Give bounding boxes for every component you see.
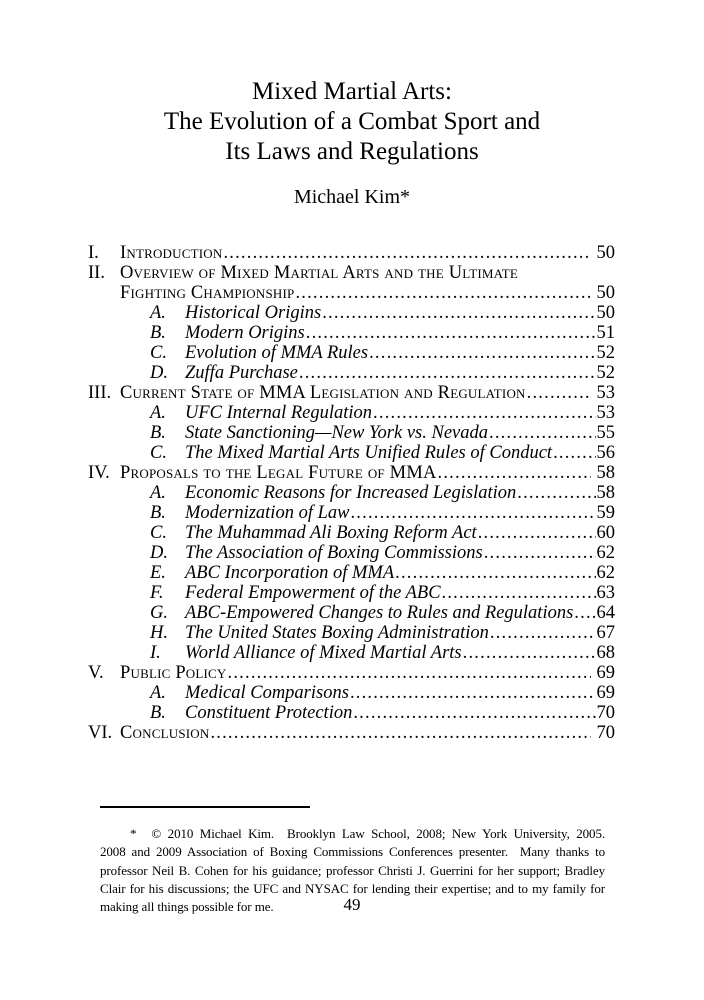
toc-line: [150, 483, 615, 503]
toc-item-label: B.: [150, 703, 166, 723]
toc-line: [88, 263, 615, 283]
toc-page-number: 53: [596, 383, 615, 403]
toc-item-label: H.: [150, 623, 168, 643]
toc-leader-dots: [437, 463, 591, 483]
toc-line: [88, 723, 615, 743]
toc-item-label: A.: [150, 683, 166, 703]
toc-item-title: Proposals to the Legal Future of MMA: [120, 463, 437, 483]
footnote-line: making all things possible for me.: [100, 899, 274, 915]
toc-item-label: V.: [88, 663, 104, 683]
toc-leader-dots: [552, 443, 595, 463]
title-line-1: Mixed Martial Arts:: [252, 78, 452, 105]
toc-entry: [88, 303, 615, 323]
toc-line: [150, 583, 615, 603]
toc-line: [150, 363, 615, 383]
article-title: [0, 77, 704, 167]
toc-item-label: B.: [150, 323, 166, 343]
toc-line: [88, 243, 615, 263]
footnote-line: * © 2010 Michael Kim. Brooklyn Law School, 2008; New York University, 2005.: [130, 826, 605, 841]
toc-entry: [88, 683, 615, 703]
toc-item-title: State Sanctioning—New York vs. Nevada: [185, 423, 489, 443]
toc-item-label: IV.: [88, 463, 110, 483]
toc-entry: [88, 543, 615, 563]
toc-entry: [88, 383, 615, 403]
toc-item-title: Zuffa Purchase: [185, 363, 298, 383]
toc-page-number: 70: [596, 723, 615, 743]
toc-item-title: ABC Incorporation of MMA: [185, 563, 395, 583]
toc-item-label: B.: [150, 423, 166, 443]
toc-entry: [88, 523, 615, 543]
toc-entry: [88, 663, 615, 683]
toc-leader-dots: [372, 403, 595, 423]
toc-item-title: UFC Internal Regulation: [185, 403, 373, 423]
toc-leader-dots: [298, 363, 596, 383]
toc-leader-dots: [209, 723, 590, 743]
toc-page-number: 67: [596, 623, 615, 643]
toc-item-title: Conclusion: [120, 723, 210, 743]
toc-item-label: III.: [88, 383, 112, 403]
toc-leader-dots: [349, 503, 595, 523]
toc-line: [150, 543, 615, 563]
toc-item-label: D.: [150, 363, 168, 383]
toc-page-number: 52: [596, 363, 615, 383]
toc-item-label: VI.: [88, 723, 113, 743]
toc-entry: [88, 363, 615, 383]
toc-item-label: I.: [150, 643, 161, 663]
toc-page-number: 69: [596, 683, 615, 703]
toc-entry: [88, 463, 615, 483]
toc-entry: [88, 563, 615, 583]
toc-line: [150, 643, 615, 663]
toc-item-label: C.: [150, 343, 167, 363]
footnote-separator: [100, 806, 310, 808]
toc-page-number: 70: [596, 703, 615, 723]
toc-item-label: E.: [150, 563, 166, 583]
toc-entry: [88, 623, 615, 643]
toc-item-title: ABC-Empowered Changes to Rules and Regulations: [185, 603, 574, 623]
toc-item-label: A.: [150, 483, 166, 503]
toc-entry: [88, 263, 615, 303]
toc-line: [88, 383, 615, 403]
toc-line: [150, 403, 615, 423]
toc-item-title: Public Policy: [120, 663, 227, 683]
toc-entry: [88, 583, 615, 603]
toc-item-label: A.: [150, 403, 166, 423]
toc-line: [150, 343, 615, 363]
table-of-contents: [88, 243, 615, 743]
toc-leader-dots: [477, 523, 596, 543]
footnote-marker: *: [130, 826, 137, 841]
toc-line: [150, 623, 615, 643]
toc-line: [88, 463, 615, 483]
toc-leader-dots: [305, 323, 596, 343]
toc-item-label: A.: [150, 303, 166, 323]
toc-page-number: 50: [596, 243, 615, 263]
toc-item-title: Evolution of MMA Rules: [185, 343, 369, 363]
footnote-line: professor Neil B. Cohen for his guidance; professor Christi J. Guerrini for her support; Bradley: [100, 862, 605, 878]
toc-item-title: Economic Reasons for Increased Legislation: [185, 483, 517, 503]
toc-line: [150, 603, 615, 623]
toc-page-number: 59: [596, 503, 615, 523]
toc-leader-dots: [352, 703, 595, 723]
toc-page-number: 58: [596, 483, 615, 503]
toc-line: [88, 283, 615, 303]
toc-page-number: 64: [596, 603, 615, 623]
toc-entry: [88, 643, 615, 663]
toc-item-title: Fighting Championship: [120, 283, 295, 303]
toc-line: [150, 423, 615, 443]
toc-line: [150, 563, 615, 583]
toc-page-number: 56: [596, 443, 615, 463]
toc-page-number: 62: [596, 563, 615, 583]
toc-entry: [88, 723, 615, 743]
page-number: 49: [343, 895, 361, 914]
toc-leader-dots: [222, 243, 590, 263]
toc-page-number: 60: [596, 523, 615, 543]
toc-item-title: World Alliance of Mixed Martial Arts: [185, 643, 462, 663]
toc-line: [150, 323, 615, 343]
toc-page-number: 55: [596, 423, 615, 443]
toc-page-number: 50: [596, 303, 615, 323]
toc-item-label: C.: [150, 523, 167, 543]
author-name: Michael Kim: [293, 186, 401, 208]
toc-page-number: 58: [596, 463, 615, 483]
author-byline: [0, 186, 704, 209]
toc-page-number: 50: [596, 283, 615, 303]
toc-item-label: B.: [150, 503, 166, 523]
toc-page-number: 53: [596, 403, 615, 423]
toc-line: [150, 503, 615, 523]
toc-entry: [88, 603, 615, 623]
toc-leader-dots: [321, 303, 595, 323]
toc-page-number: 52: [596, 343, 615, 363]
toc-entry: [88, 443, 615, 463]
toc-leader-dots: [294, 283, 590, 303]
toc-entry: [88, 423, 615, 443]
toc-entry: [88, 483, 615, 503]
toc-item-title: Federal Empowerment of the ABC: [185, 583, 441, 603]
toc-line: [88, 663, 615, 683]
toc-leader-dots: [526, 383, 591, 403]
toc-item-title: Constituent Protection: [185, 703, 353, 723]
toc-page-number: 68: [596, 643, 615, 663]
toc-leader-dots: [441, 583, 596, 603]
toc-item-title: The United States Boxing Administration: [185, 623, 489, 643]
toc-item-label: G.: [150, 603, 168, 623]
toc-item-title: Modernization of Law: [185, 503, 350, 523]
toc-item-title: The Mixed Martial Arts Unified Rules of Conduct: [185, 443, 553, 463]
toc-leader-dots: [516, 483, 595, 503]
toc-page-number: 63: [596, 583, 615, 603]
toc-leader-dots: [573, 603, 595, 623]
toc-item-title: The Muhammad Ali Boxing Reform Act: [185, 523, 477, 543]
footnote-line: 2008 and 2009 Association of Boxing Commissions Conferences presenter. Many thanks to: [100, 844, 605, 860]
toc-entry: [88, 243, 615, 263]
toc-entry: [88, 343, 615, 363]
toc-leader-dots: [368, 343, 595, 363]
toc-entry: [88, 403, 615, 423]
title-line-3: Its Laws and Regulations: [225, 138, 479, 165]
toc-page-number: 62: [596, 543, 615, 563]
toc-item-title: Overview of Mixed Martial Arts and the Ultimate: [120, 263, 519, 283]
toc-leader-dots: [462, 643, 596, 663]
toc-line: [150, 703, 615, 723]
author-footnote-marker: *: [400, 186, 411, 208]
toc-line: [150, 443, 615, 463]
toc-line: [150, 303, 615, 323]
toc-item-title: The Association of Boxing Commissions: [185, 543, 483, 563]
toc-item-label: I.: [88, 243, 99, 263]
toc-item-title: Modern Origins: [185, 323, 305, 343]
toc-entry: [88, 703, 615, 723]
toc-item-title: Medical Comparisons: [185, 683, 349, 703]
toc-item-label: D.: [150, 543, 168, 563]
toc-leader-dots: [483, 543, 596, 563]
toc-leader-dots: [227, 663, 591, 683]
toc-leader-dots: [489, 623, 596, 643]
toc-item-title: Current State of MMA Legislation and Regulation: [120, 383, 526, 403]
toc-leader-dots: [394, 563, 595, 583]
toc-item-label: II.: [88, 263, 105, 283]
title-line-2: The Evolution of a Combat Sport and: [163, 108, 541, 135]
toc-page-number: 51: [596, 323, 615, 343]
toc-leader-dots: [488, 423, 595, 443]
toc-page-number: 69: [596, 663, 615, 683]
footnote-line: Clair for his discussions; the UFC and NYSAC for lending their expertise; and to my family for: [100, 880, 605, 896]
toc-line: [150, 523, 615, 543]
toc-leader-dots: [349, 683, 596, 703]
toc-item-label: C.: [150, 443, 167, 463]
toc-entry: [88, 323, 615, 343]
toc-entry: [88, 503, 615, 523]
toc-line: [150, 683, 615, 703]
toc-item-title: Historical Origins: [185, 303, 322, 323]
toc-item-title: Introduction: [120, 243, 223, 263]
toc-item-label: F.: [150, 583, 164, 603]
